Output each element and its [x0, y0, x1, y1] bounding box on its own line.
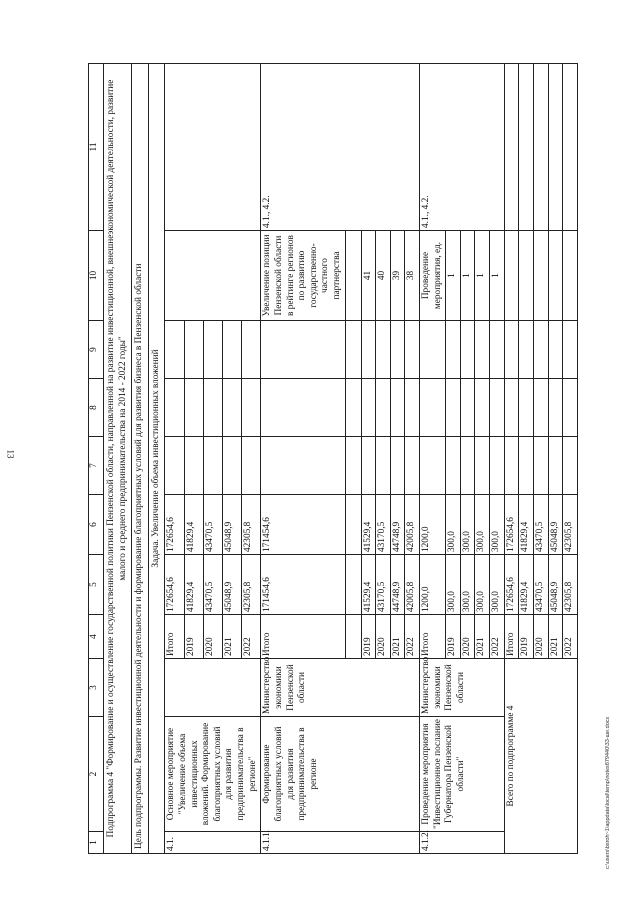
value-cell: 42005,8 [405, 495, 420, 555]
row-number: 4.1. [165, 832, 261, 854]
col-num: 9 [89, 321, 104, 379]
value-cell: 41829,4 [519, 555, 534, 615]
col-num: 5 [89, 555, 104, 615]
year-cell: Итого [261, 615, 345, 659]
value-cell: 45048,9 [548, 555, 563, 615]
value-cell: 172654,6 [504, 495, 519, 555]
row-number: 4.1.2. [420, 832, 505, 854]
indicator-name: Увеличение позиции Пензенской области в рейтинге регионов по развитию государственно-частного партнерства [261, 231, 345, 321]
year-cell: Итого [504, 615, 519, 659]
indicator-value: 41 [361, 231, 376, 321]
year-cell: 2020 [533, 615, 548, 659]
year-cell: 2020 [376, 615, 391, 659]
value-cell: 41529,4 [361, 495, 376, 555]
value-cell: 43170,5 [376, 495, 391, 555]
value-cell: 300,0 [446, 555, 461, 615]
year-cell: Итого [420, 615, 446, 659]
ref-cell [165, 64, 261, 231]
value-cell: 43470,5 [203, 555, 222, 615]
subprogram-task: Задача. Увеличение объема инвестиционных вложений [148, 64, 165, 854]
value-cell: 43470,5 [533, 555, 548, 615]
value-cell: 45048,9 [222, 555, 241, 615]
year-cell: 2021 [475, 615, 490, 659]
value-cell: 172654,6 [165, 555, 184, 615]
executor-cell: Министерство экономики Пензенской области [420, 659, 505, 717]
value-cell: 41829,4 [184, 555, 203, 615]
year-cell: 2021 [548, 615, 563, 659]
value-cell: 300,0 [460, 555, 475, 615]
value-cell: 171454,6 [261, 495, 345, 555]
value-cell: 43470,5 [203, 495, 222, 555]
col-num: 8 [89, 379, 104, 437]
activity-name: Формирование благоприятных условий для развития предпринимательства в регионе [261, 717, 420, 832]
value-cell: 1200,0 [420, 555, 446, 615]
indicator-value: 1 [490, 231, 505, 321]
year-cell: 2020 [460, 615, 475, 659]
value-cell: 300,0 [446, 495, 461, 555]
value-cell: 1200,0 [420, 495, 446, 555]
indicator-value: 40 [376, 231, 391, 321]
year-cell: Итого [165, 615, 184, 659]
value-cell: 172654,6 [504, 555, 519, 615]
value-cell: 172654,6 [165, 495, 184, 555]
value-cell: 42305,8 [563, 555, 578, 615]
value-cell: 42305,8 [242, 495, 261, 555]
col-num: 7 [89, 437, 104, 495]
year-cell: 2020 [203, 615, 222, 659]
ref-cell: 4.1., 4.2. [420, 64, 505, 231]
year-cell: 2019 [184, 615, 203, 659]
table-row [165, 64, 184, 854]
year-cell: 2019 [446, 615, 461, 659]
year-cell: 2022 [242, 615, 261, 659]
table-row [261, 64, 345, 854]
value-cell: 300,0 [490, 555, 505, 615]
footer-file-path: c:\users\bsroh~1\appdata\local\temp\notes879440\33-ши.docx [605, 716, 611, 869]
year-cell: 2021 [222, 615, 241, 659]
year-cell: 2022 [405, 615, 420, 659]
col-num: 10 [89, 231, 104, 321]
value-cell: 300,0 [475, 555, 490, 615]
col-num: 3 [89, 659, 104, 717]
indicator-value: 1 [475, 231, 490, 321]
year-cell: 2021 [390, 615, 405, 659]
value-cell: 171454,6 [261, 555, 345, 615]
subprogram-title: Подпрограмма 4 "Формирование и осуществление государственной политики Пензенской области, направленной на развитие инвестиционной, внешнеэкономической деятельности, развитие малого и среднего предпринимательства на 2014 - 2022 годы" [104, 64, 132, 854]
value-cell: 300,0 [460, 495, 475, 555]
value-cell: 41529,4 [361, 555, 376, 615]
table-row [420, 64, 446, 854]
activity-name: Основное мероприятие "Увеличение объема инвестиционных вложений. Формирование благоприятных условий для развития предпринимательства в регионе" [165, 717, 261, 832]
year-cell: 2019 [361, 615, 376, 659]
indicator-value: 38 [405, 231, 420, 321]
value-cell: 41829,4 [184, 495, 203, 555]
value-cell: 45048,9 [222, 495, 241, 555]
ref-cell: 4.1., 4.2. [261, 64, 420, 231]
indicator-name: Проведение мероприятия, ед. [420, 231, 446, 321]
subprogram-goal: Цель подпрограммы. Развитие инвестиционной деятельности и формирование благоприятных условий для развития бизнеса в Пензенской области [132, 64, 149, 854]
year-cell: 2022 [490, 615, 505, 659]
value-cell: 43470,5 [533, 495, 548, 555]
column-number-row [89, 64, 104, 854]
indicator-value: 1 [460, 231, 475, 321]
col-num: 1 [89, 832, 104, 854]
activity-name: Проведение мероприятия "Инвестиционное послание Губернатора Пензенской области" [420, 717, 505, 832]
value-cell: 44748,9 [390, 495, 405, 555]
value-cell: 42305,8 [563, 495, 578, 555]
executor-cell [165, 659, 261, 717]
table-row [504, 64, 519, 854]
value-cell: 41829,4 [519, 495, 534, 555]
indicator-value: 1 [446, 231, 461, 321]
col-num: 11 [89, 64, 104, 231]
year-cell: 2022 [563, 615, 578, 659]
value-cell: 44748,9 [390, 555, 405, 615]
value-cell: 43170,5 [376, 555, 391, 615]
indicator-cell [165, 231, 261, 321]
total-label: Всего по подпрограмме 4 [504, 659, 577, 854]
program-table [88, 63, 578, 854]
page-number: 13 [5, 449, 15, 459]
value-cell: 42005,8 [405, 555, 420, 615]
col-num: 2 [89, 717, 104, 832]
rotated-table-container [88, 64, 588, 854]
year-cell: 2019 [519, 615, 534, 659]
indicator-value: 39 [390, 231, 405, 321]
col-num: 6 [89, 495, 104, 555]
value-cell: 42305,8 [242, 555, 261, 615]
value-cell: 300,0 [490, 495, 505, 555]
value-cell: 45048,9 [548, 495, 563, 555]
executor-cell: Министерство экономики Пензенской области [261, 659, 420, 717]
value-cell: 300,0 [475, 495, 490, 555]
row-number: 4.1.1. [261, 832, 420, 854]
col-num: 4 [89, 615, 104, 659]
